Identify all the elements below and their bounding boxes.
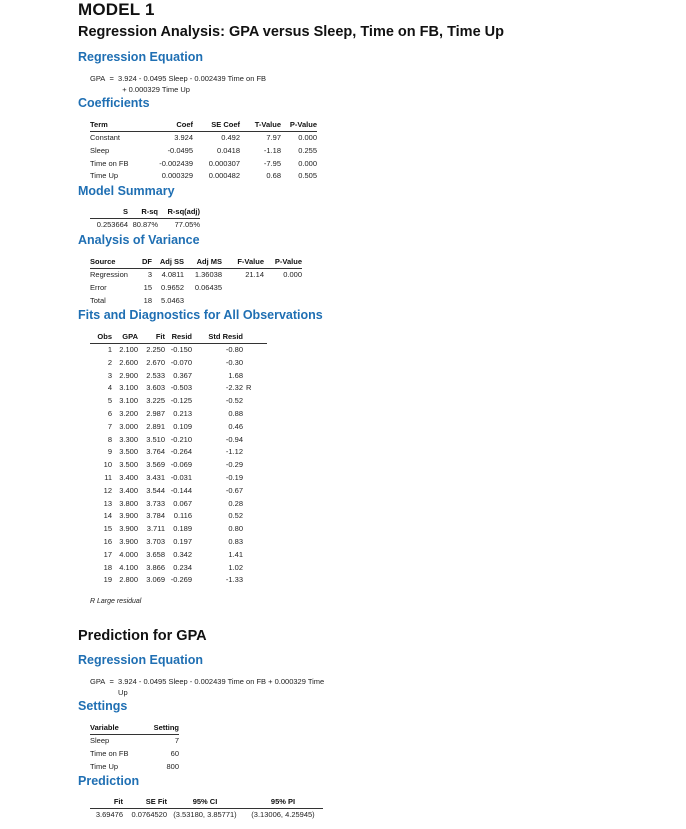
table-cell: 9 [107, 447, 112, 457]
large-residual-note: R Large residual [90, 598, 142, 605]
table-cell: 3.900 [119, 524, 138, 534]
table-cell: 0.000 [283, 270, 302, 279]
prediction-heading: Prediction [78, 774, 140, 788]
table-cell: 0.83 [228, 536, 243, 546]
table-cell: 0.000 [298, 133, 317, 142]
col-header: R-sq [128, 207, 158, 219]
table-cell: 0.0764520 [131, 810, 167, 819]
table-cell [264, 295, 302, 308]
table-cell: 4.0811 [161, 270, 184, 279]
table-cell: 2.533 [146, 370, 165, 380]
table-cell: 3.500 [119, 447, 138, 457]
model-summary-heading: Model Summary [78, 184, 175, 198]
table-cell: 0.255 [298, 145, 317, 155]
table-cell: -0.19 [225, 472, 243, 482]
table-cell: 4.000 [119, 549, 138, 559]
equation-line-1: 3.924 - 0.0495 Sleep - 0.002439 Time on FB + 0.000329 Time [118, 677, 325, 686]
table-cell: 3.900 [119, 536, 138, 546]
table-cell: 0.367 [173, 370, 192, 380]
table-cell: 800 [166, 761, 179, 771]
col-header: T-Value [240, 120, 281, 132]
table-cell: -0.002439 [159, 158, 193, 168]
table-cell: -1.18 [263, 145, 281, 155]
table-cell [243, 510, 267, 523]
table-cell [243, 344, 267, 357]
table-cell: 80.87% [132, 220, 158, 229]
table-cell: Time on FB [90, 158, 129, 168]
table-cell: -0.67 [225, 485, 243, 495]
table-cell: Constant [90, 133, 121, 142]
table-header-row [90, 207, 200, 219]
table-cell: -1.33 [225, 575, 243, 585]
table-cell: 2.100 [119, 345, 138, 354]
table-cell [243, 357, 267, 370]
table-cell: 0.197 [173, 536, 192, 546]
table-header-row [90, 332, 267, 344]
table-cell: 1.68 [228, 370, 243, 380]
table-cell: 17 [103, 549, 112, 559]
table-row [90, 370, 267, 383]
col-header: Setting [146, 723, 179, 735]
col-header: Adj MS [184, 257, 222, 269]
col-header: Std Resid [192, 332, 243, 344]
table-cell: 0.46 [228, 421, 243, 431]
table-cell: 0.234 [173, 562, 192, 572]
table-cell: 16 [103, 536, 112, 546]
table-cell: 3.703 [146, 536, 165, 546]
table-cell: 3.400 [119, 472, 138, 482]
table-cell: 3.431 [146, 472, 165, 482]
table-cell [243, 562, 267, 575]
table-row [90, 809, 323, 822]
equation-lhs: GPA [90, 74, 106, 83]
table-cell: 2.900 [119, 370, 138, 380]
table-cell: 8 [107, 434, 112, 444]
table-cell: 18 [143, 295, 152, 305]
settings-heading: Settings [78, 699, 128, 713]
table-cell [184, 295, 222, 308]
prediction-equation [90, 676, 324, 698]
table-cell: 0.116 [173, 511, 192, 521]
table-cell: -0.144 [170, 485, 192, 495]
prediction-title: Prediction for GPA [78, 628, 207, 644]
table-cell: 3.711 [146, 524, 165, 534]
table-row [90, 282, 302, 295]
page-title: Regression Analysis: GPA versus Sleep, Time on FB, Time Up [78, 24, 505, 40]
table-cell: (3.53180, 3.85771) [173, 810, 237, 819]
table-cell [243, 395, 267, 408]
table-cell [243, 446, 267, 459]
table-row [90, 395, 267, 408]
table-cell: Time Up [90, 761, 119, 771]
table-cell: 3 [107, 370, 112, 380]
table-row [90, 748, 179, 761]
table-cell: 0.000307 [208, 158, 240, 168]
table-cell [243, 459, 267, 472]
table-cell: -0.94 [225, 434, 243, 444]
table-cell [243, 370, 267, 383]
equation-equals: = [109, 74, 114, 83]
table-cell: 2.800 [119, 575, 138, 585]
table-cell: 4 [107, 383, 112, 393]
table-row [90, 269, 302, 282]
table-cell [243, 421, 267, 434]
col-header: P-Value [264, 257, 302, 269]
table-cell: -0.503 [170, 383, 192, 393]
table-header-row [90, 723, 179, 735]
table-cell: 3.900 [119, 511, 138, 521]
table-cell: 2 [107, 357, 112, 367]
table-cell: 15 [143, 282, 152, 292]
table-cell: 3.100 [119, 396, 138, 406]
table-cell: 1.02 [228, 562, 243, 572]
table-row [90, 498, 267, 511]
table-cell: 1 [107, 345, 112, 354]
table-cell [243, 485, 267, 498]
table-cell: -0.031 [170, 472, 192, 482]
table-cell: 0.505 [298, 171, 317, 181]
table-cell: 3 [147, 270, 152, 279]
table-cell: 3.100 [119, 383, 138, 393]
table-cell: -2.32 [225, 383, 243, 393]
table-cell: 21.14 [245, 270, 264, 279]
table-cell: 3.400 [119, 485, 138, 495]
table-row [90, 523, 267, 536]
table-cell: -0.264 [170, 447, 192, 457]
table-cell: 19 [103, 575, 112, 585]
table-cell: 0.109 [173, 421, 192, 431]
table-cell: 3.544 [146, 485, 165, 495]
table-row [90, 158, 317, 171]
table-cell: 0.9652 [161, 282, 184, 292]
table-row [90, 761, 179, 774]
table-cell: 0.06435 [194, 282, 222, 292]
col-header: F-Value [222, 257, 264, 269]
table-cell: -0.30 [225, 357, 243, 367]
table-cell: 3.764 [146, 447, 165, 457]
table-row [90, 459, 267, 472]
col-header: Fit [138, 332, 165, 344]
table-row [90, 562, 267, 575]
table-cell: 77.05% [174, 220, 200, 229]
col-header: Resid [165, 332, 192, 344]
table-cell: 18 [103, 562, 112, 572]
table-cell: 0.189 [173, 524, 192, 534]
table-cell: 0.52 [228, 511, 243, 521]
col-header: S [90, 207, 128, 219]
table-row [90, 536, 267, 549]
table-row [90, 295, 302, 308]
table-cell: 3.069 [146, 575, 165, 585]
table-cell: 0.68 [266, 171, 281, 181]
table-row [90, 735, 179, 748]
table-cell: 6 [107, 408, 112, 418]
table-cell: 7 [174, 736, 179, 745]
table-cell: 0.0418 [217, 145, 240, 155]
table-cell: 0.000 [298, 158, 317, 168]
table-cell: -0.150 [170, 345, 192, 354]
table-cell: 3.866 [146, 562, 165, 572]
fits-table [90, 332, 267, 587]
table-cell: 3.658 [146, 549, 165, 559]
table-cell: 3.510 [146, 434, 165, 444]
equation-line-2: + 0.000329 Time Up [122, 85, 190, 94]
col-header: SE Fit [123, 797, 167, 809]
col-header: GPA [112, 332, 138, 344]
table-cell: 3.733 [146, 498, 165, 508]
col-header-flag [243, 332, 267, 344]
table-row [90, 472, 267, 485]
table-row [90, 421, 267, 434]
table-header-row [90, 120, 317, 132]
table-row [90, 170, 317, 183]
col-header: Fit [90, 797, 123, 809]
table-cell [243, 523, 267, 536]
table-row [90, 434, 267, 447]
table-cell: Error [90, 282, 107, 292]
table-cell [222, 282, 264, 295]
table-cell: 2.670 [146, 357, 165, 367]
regression-equation-heading: Regression Equation [78, 50, 204, 64]
table-cell [243, 574, 267, 587]
table-cell: -0.80 [225, 345, 243, 354]
table-cell: 15 [103, 524, 112, 534]
table-cell [243, 498, 267, 511]
table-cell: 5 [107, 396, 112, 406]
table-cell: 0.28 [228, 498, 243, 508]
col-header: Term [90, 120, 142, 132]
table-row [90, 510, 267, 523]
table-row [90, 145, 317, 158]
table-cell [264, 282, 302, 295]
table-cell: 7.97 [266, 133, 281, 142]
table-cell: 3.784 [146, 511, 165, 521]
table-cell: Time on FB [90, 748, 129, 758]
table-row [90, 219, 200, 232]
table-cell: 0.342 [173, 549, 192, 559]
table-cell: 5.0463 [161, 295, 184, 305]
table-cell: Sleep [90, 145, 110, 155]
table-cell: 7 [107, 421, 112, 431]
col-header: Adj SS [152, 257, 184, 269]
table-cell: 3.225 [146, 396, 165, 406]
table-cell: -0.0495 [167, 145, 193, 155]
coefficients-heading: Coefficients [78, 96, 150, 110]
col-header: 95% CI [167, 797, 243, 809]
table-cell: 4.100 [119, 562, 138, 572]
coefficients-table [90, 120, 317, 183]
table-cell [222, 295, 264, 308]
settings-table [90, 723, 179, 773]
table-cell: (3.13006, 4.25945) [251, 810, 315, 819]
table-cell [243, 549, 267, 562]
prediction-equation-heading: Regression Equation [78, 653, 204, 667]
table-cell: 2.600 [119, 357, 138, 367]
col-header: 95% PI [243, 797, 323, 809]
fits-heading: Fits and Diagnostics for All Observations [78, 308, 323, 322]
table-row [90, 132, 317, 145]
table-cell: -0.125 [170, 396, 192, 406]
table-cell: -0.069 [170, 460, 192, 470]
table-cell: -0.29 [225, 460, 243, 470]
table-cell [243, 408, 267, 421]
col-header: R-sq(adj) [158, 207, 200, 219]
table-cell: 0.80 [228, 524, 243, 534]
table-cell: 10 [103, 460, 112, 470]
table-cell: 2.987 [146, 408, 165, 418]
table-cell: 11 [104, 472, 112, 482]
table-row [90, 485, 267, 498]
prediction-table [90, 797, 323, 822]
col-header: Source [90, 257, 136, 269]
table-cell: -0.52 [225, 396, 243, 406]
equation-lhs: GPA [90, 677, 106, 686]
table-cell [243, 536, 267, 549]
col-header: SE Coef [193, 120, 240, 132]
table-cell: Sleep [90, 736, 110, 745]
table-cell: Time Up [90, 171, 119, 181]
table-cell: 2.250 [146, 345, 165, 354]
col-header: Coef [142, 120, 193, 132]
table-cell: 60 [170, 748, 179, 758]
table-cell: 3.500 [119, 460, 138, 470]
table-row [90, 408, 267, 421]
equation-equals: = [109, 677, 114, 686]
table-cell: 12 [103, 485, 112, 495]
col-header: Obs [90, 332, 112, 344]
table-header-row [90, 797, 323, 809]
col-header: DF [136, 257, 152, 269]
table-cell: -0.070 [170, 357, 192, 367]
table-row [90, 446, 267, 459]
table-cell: 0.000482 [208, 171, 240, 181]
table-cell: 0.067 [173, 498, 192, 508]
table-row [90, 549, 267, 562]
anova-heading: Analysis of Variance [78, 233, 200, 247]
col-header: P-Value [281, 120, 317, 132]
equation-line-1: 3.924 - 0.0495 Sleep - 0.002439 Time on FB [118, 74, 267, 83]
model-summary-table [90, 207, 200, 232]
table-header-row [90, 257, 302, 269]
table-cell: 13 [103, 498, 112, 508]
table-cell: 3.924 [174, 133, 193, 142]
table-cell: 3.300 [119, 434, 138, 444]
table-cell: 14 [103, 511, 112, 521]
table-cell: Total [90, 295, 106, 305]
table-cell: 0.000329 [161, 171, 193, 181]
anova-table [90, 257, 302, 307]
table-cell: Regression [90, 270, 128, 279]
table-cell: 3.69476 [95, 810, 123, 819]
col-header: Variable [90, 723, 146, 735]
table-cell: 3.200 [119, 408, 138, 418]
table-cell: -0.210 [170, 434, 192, 444]
table-cell: 3.603 [146, 383, 165, 393]
table-row [90, 357, 267, 370]
table-row [90, 344, 267, 357]
table-cell: 0.492 [221, 133, 240, 142]
model-label: MODEL 1 [78, 0, 155, 19]
table-cell: 2.891 [146, 421, 165, 431]
table-cell: -0.269 [170, 575, 192, 585]
regression-equation [90, 73, 266, 95]
table-cell: 3.800 [119, 498, 138, 508]
table-cell [243, 434, 267, 447]
table-cell: -1.12 [225, 447, 243, 457]
table-cell: 3.000 [119, 421, 138, 431]
table-cell: 1.36038 [194, 270, 222, 279]
table-cell: R [246, 383, 252, 393]
table-row [90, 382, 267, 395]
table-cell: 3.569 [146, 460, 165, 470]
table-row [90, 574, 267, 587]
table-cell: -7.95 [263, 158, 281, 168]
table-cell [243, 472, 267, 485]
table-cell: 1.41 [228, 549, 243, 559]
table-cell: 0.253664 [96, 220, 128, 229]
equation-line-2: Up [118, 688, 128, 697]
table-cell: 0.88 [228, 408, 243, 418]
table-cell: 0.213 [173, 408, 192, 418]
